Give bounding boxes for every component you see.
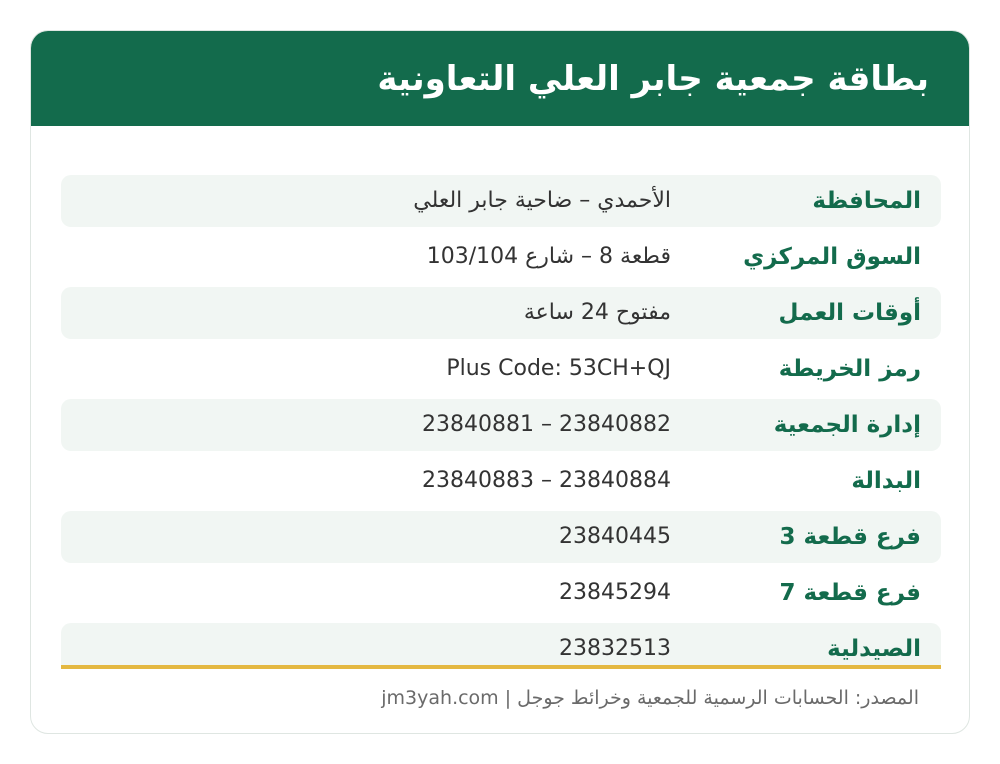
- row-label: إدارة الجمعية: [773, 412, 921, 438]
- row-label: فرع قطعة 7: [779, 580, 921, 606]
- row-value: 23845294: [559, 580, 671, 605]
- row-value: 23832513: [559, 636, 671, 661]
- row-label: المحافظة: [812, 188, 921, 214]
- accent-divider: [61, 665, 941, 669]
- row-value: مفتوح 24 ساعة: [523, 300, 671, 325]
- row-label: أوقات العمل: [778, 300, 921, 326]
- info-row-administration: [61, 399, 941, 451]
- row-value: الأحمدي – ضاحية جابر العلي: [413, 188, 671, 213]
- row-value: Plus Code: 53CH+QJ: [446, 356, 671, 381]
- info-row-governorate: [61, 175, 941, 227]
- row-label: رمز الخريطة: [778, 356, 921, 382]
- row-value: 23840445: [559, 524, 671, 549]
- source-note: المصدر: الحسابات الرسمية للجمعية وخرائط جوجل | jm3yah.com: [381, 687, 919, 709]
- info-row-map-code: [61, 343, 941, 395]
- cooperative-info-card: [30, 30, 970, 734]
- row-label: فرع قطعة 3: [779, 524, 921, 550]
- info-row-switchboard: [61, 455, 941, 507]
- row-label: السوق المركزي: [743, 244, 921, 270]
- row-label: الصيدلية: [827, 636, 921, 662]
- info-table: [61, 175, 941, 667]
- info-row-working-hours: [61, 287, 941, 339]
- row-value: 23840883 – 23840884: [422, 468, 671, 493]
- row-value: 23840881 – 23840882: [422, 412, 671, 437]
- card-header: [31, 31, 969, 126]
- row-label: البدالة: [851, 468, 921, 494]
- info-row-branch-block-3: [61, 511, 941, 563]
- info-row-branch-block-7: [61, 567, 941, 619]
- row-value: قطعة 8 – شارع 103/104: [426, 244, 671, 269]
- card-title: بطاقة جمعية جابر العلي التعاونية: [377, 58, 929, 99]
- info-row-pharmacy: [61, 623, 941, 667]
- info-row-central-market: [61, 231, 941, 283]
